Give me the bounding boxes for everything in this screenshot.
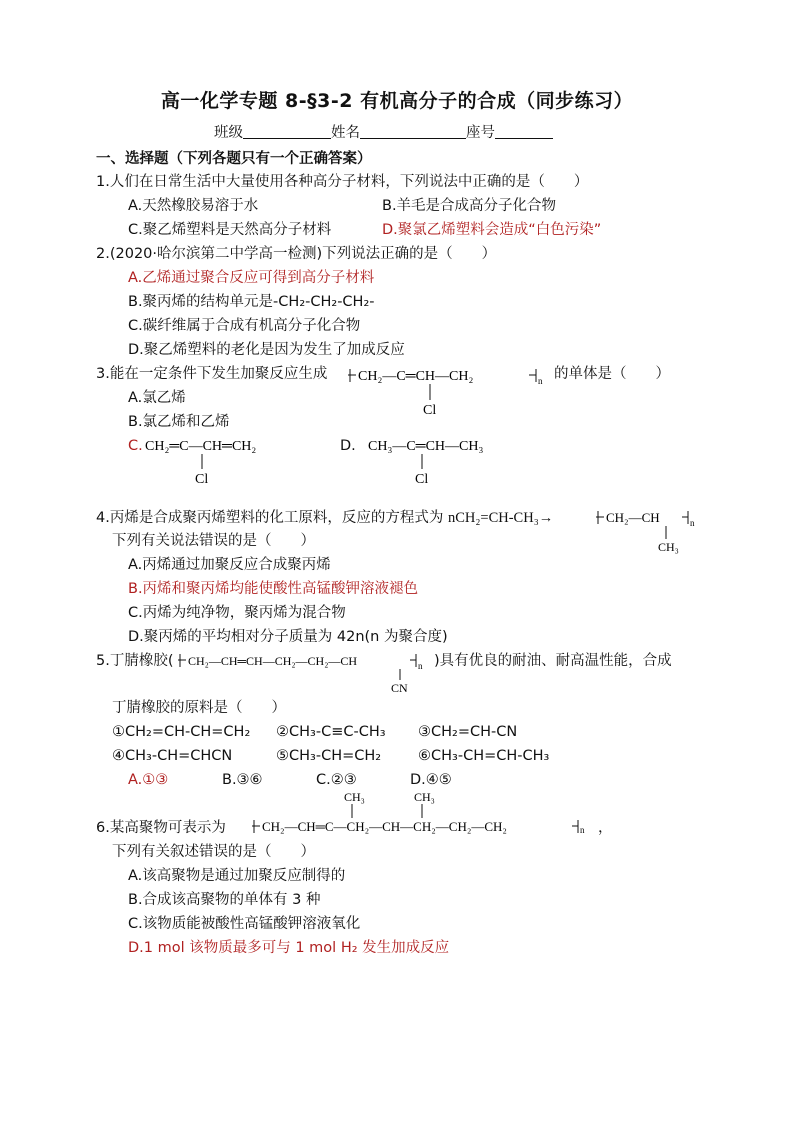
q5-compound-6: ⑥CH₃-CH=CH-CH₃: [418, 748, 550, 764]
q1-option-a: A.天然橡胶易溶于水: [128, 198, 259, 214]
q6-polymer-structure: [250, 788, 596, 834]
degree-n: n: [690, 518, 695, 528]
q5-compound-3: ③CH₂=CH-CN: [418, 724, 518, 740]
polymer-chain: CH₂—CH═CH—CH₂—CH₂—CH: [188, 654, 358, 668]
section-title: 一、选择题（下列各题只有一个正确答案）: [96, 151, 372, 167]
q4-option-d: D.聚丙烯的平均相对分子质量为 42n(n 为聚合度): [128, 629, 448, 645]
q4-stem: [96, 509, 553, 527]
q5-stem-pre: 5.丁腈橡胶(: [96, 653, 174, 669]
q5-stem2: 丁腈橡胶的原料是（ ）: [112, 700, 286, 716]
q4-stem2: 下列有关说法错误的是（ ）: [112, 533, 315, 549]
q5-polymer-structure: [176, 648, 432, 698]
q2-option-b: B.聚丙烯的结构单元是-CH₂-CH₂-CH₂-: [128, 294, 375, 310]
q4-equation: nCH₂=CH-CH₃→: [447, 510, 554, 526]
q2-stem: 2.(2020·哈尔滨第二中学高一检测)下列说法正确的是（ ）: [96, 246, 497, 262]
q1-option-b: B.羊毛是合成高分子化合物: [382, 198, 557, 214]
q3-option-d-label: D.: [340, 438, 356, 454]
q2-option-d: D.聚乙烯塑料的老化是因为发生了加成反应: [128, 342, 405, 358]
class-label: 班级: [214, 125, 243, 141]
seat-label: 座号: [466, 125, 495, 141]
q5-option-b: B.③⑥: [222, 772, 263, 788]
substituent-cl: Cl: [423, 403, 437, 418]
substituent-cn: CN: [391, 681, 408, 695]
page-title: 高一化学专题 8-§3-2 有机高分子的合成（同步练习）: [160, 90, 634, 112]
q2-option-a: A.乙烯通过聚合反应可得到高分子材料: [128, 270, 375, 286]
q4-option-a: A.丙烯通过加聚反应合成聚丙烯: [128, 557, 331, 573]
substituent-ch3-2: CH₃: [414, 790, 435, 804]
q3-option-d-structure: [366, 433, 532, 487]
q6-option-c: C.该物质能被酸性高锰酸钾溶液氧化: [128, 916, 361, 932]
q3-option-c-structure: [143, 433, 309, 487]
class-field: [243, 124, 331, 139]
q4-option-c: C.丙烯为纯净物，聚丙烯为混合物: [128, 605, 346, 621]
q3-option-b: B.氯乙烯和乙烯: [128, 414, 230, 430]
q3-stem-post: 的单体是（ ）: [554, 366, 670, 382]
d-substituent: Cl: [415, 472, 429, 487]
polymer-chain: CH₂—C═CH—CH₂: [358, 369, 474, 384]
substituent-ch3: CH₃: [658, 540, 679, 554]
q5-option-c: C.②③: [316, 772, 357, 788]
seat-field: [495, 124, 553, 139]
name-label: 姓名: [331, 125, 360, 141]
q5-compound-4: ④CH₃-CH=CHCN: [112, 748, 233, 764]
q6-option-b: B.合成该高聚物的单体有 3 种: [128, 892, 321, 908]
degree-n: n: [538, 376, 543, 386]
q2-option-c: C.碳纤维属于合成有机高分子化合物: [128, 318, 361, 334]
q3-polymer-structure: [346, 362, 548, 420]
q6-option-a: A.该高聚物是通过加聚反应制得的: [128, 868, 346, 884]
q3-option-c-label: C.: [128, 438, 143, 454]
q5-option-d: D.④⑤: [410, 772, 452, 788]
q5-compound-5: ⑤CH₃-CH=CH₂: [276, 748, 382, 764]
polymer-chain: CH₂—CH═C—CH₂—CH—CH₂—CH₂—CH₂: [262, 819, 507, 834]
q6-stem2: 下列有关叙述错误的是（ ）: [112, 844, 315, 860]
q6-stem-post: ，: [598, 820, 613, 836]
degree-n: n: [418, 661, 423, 671]
q4-polymer-structure: [594, 505, 702, 555]
c-formula: CH₂═C—CH═CH₂: [145, 439, 257, 454]
q6-stem-pre: 6.某高聚物可表示为: [96, 820, 226, 836]
q4-stem-pre: 4.丙烯是合成聚丙烯塑料的化工原料，反应的方程式为: [96, 510, 448, 526]
q5-compound-1: ①CH₂=CH-CH=CH₂: [112, 724, 251, 740]
d-formula: CH₃—C═CH—CH₃: [368, 439, 484, 454]
name-field: [360, 124, 466, 139]
q5-stem-post: )具有优良的耐油、耐高温性能，合成: [434, 653, 672, 669]
q5-option-a: A.①③: [128, 772, 169, 788]
q1-stem: 1.人们在日常生活中大量使用各种高分子材料，下列说法中正确的是（ ）: [96, 174, 589, 190]
q6-option-d: D.1 mol 该物质最多可与 1 mol H₂ 发生加成反应: [128, 940, 450, 956]
c-substituent: Cl: [195, 472, 209, 487]
degree-n: n: [580, 825, 585, 834]
q3-option-a: A.氯乙烯: [128, 390, 186, 406]
q4-option-b: B.丙烯和聚丙烯均能使酸性高锰酸钾溶液褪色: [128, 581, 419, 597]
q1-option-c: C.聚乙烯塑料是天然高分子材料: [128, 222, 332, 238]
q5-compound-2: ②CH₃-C≡C-CH₃: [276, 724, 386, 740]
info-line: [214, 124, 553, 142]
substituent-ch3-1: CH₃: [344, 790, 365, 804]
q1-option-d: D.聚氯乙烯塑料会造成“白色污染”: [382, 222, 602, 238]
q3-stem-pre: 3.能在一定条件下发生加聚反应生成: [96, 366, 328, 382]
polymer-chain: CH₂—CH: [606, 510, 660, 525]
